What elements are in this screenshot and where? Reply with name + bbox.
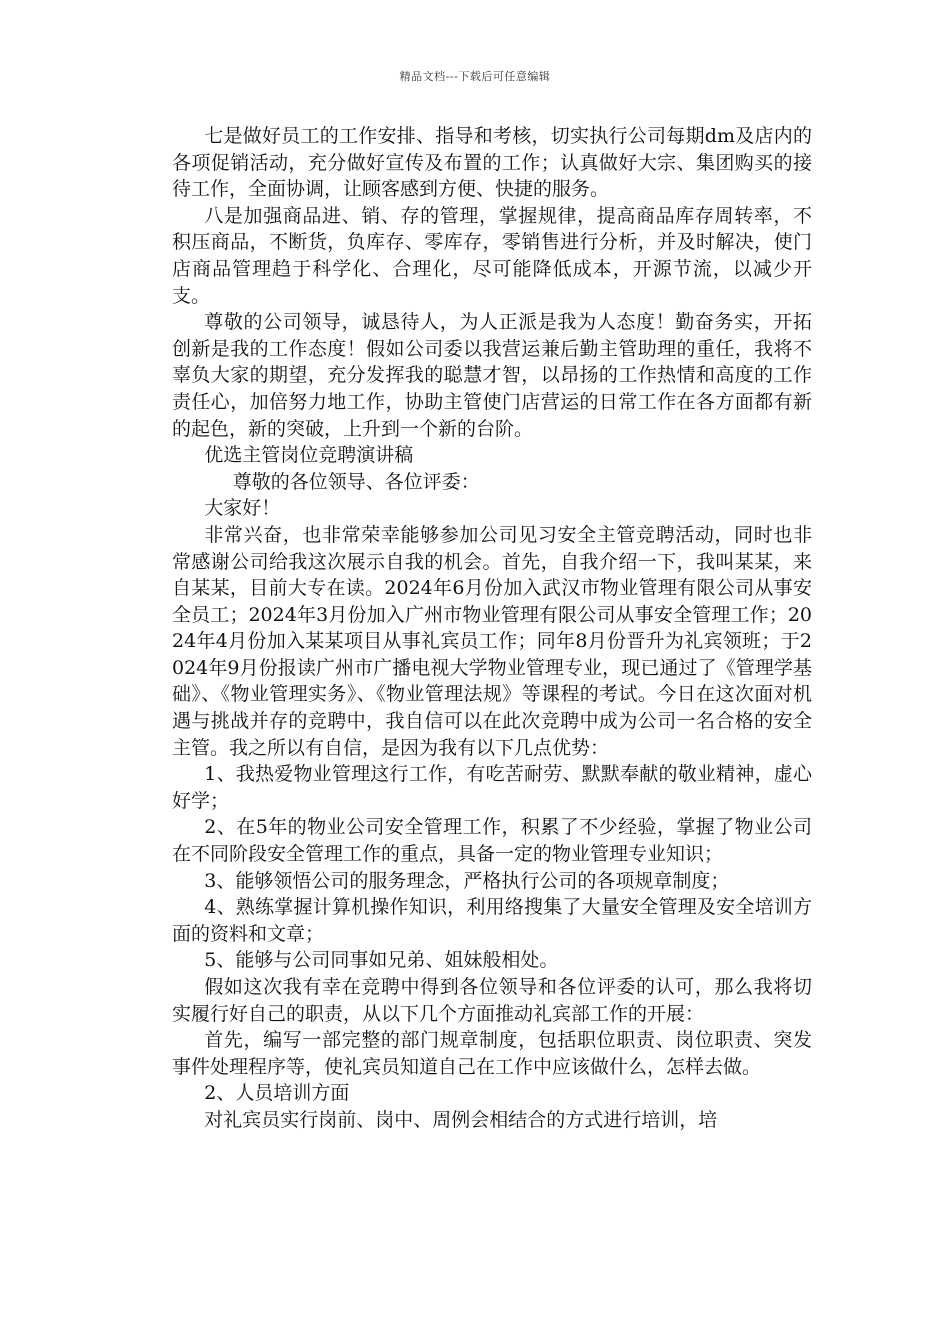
paragraph-inventory: 八是加强商品进、销、存的管理，掌握规律，提高商品库存周转率，不积压商品，不断货，负库存、零库存，零销售进行分析，并及时解决，使门店商品管理趋于科学化、合理化，尽可能降低成本，开源节流，以减少开支。 (172, 204, 812, 307)
speech-title: 优选主管岗位竞聘演讲稿 (204, 444, 414, 467)
salutation: 尊敬的各位领导、各位评委： (232, 470, 480, 493)
paragraph-plan-intro: 假如这次我有幸在竞聘中得到各位领导和各位评委的认可，那么我将切实履行好自己的职责，从以下几个方面推动礼宾部工作的开展： (172, 976, 812, 1025)
list-item-advantage-2: 2、在5年的物业公司安全管理工作，积累了不少经验，掌握了物业公司在不同阶段安全管理工作的重点，具备一定的物业管理专业知识； (172, 816, 812, 866)
document-body (172, 123, 812, 1134)
page-header: 精品文档---下载后可任意编辑 (399, 70, 551, 83)
paragraph-rules: 首先，编写一部完整的部门规章制度，包括职位职责、岗位职责、突发事件处理程序等，使礼宾员知道自己在工作中应该做什么，怎样去做。 (172, 1029, 812, 1078)
list-item-advantage-1: 1、我热爱物业管理这行工作，有吃苦耐劳、默默奉献的敬业精神，虚心好学； (172, 763, 812, 812)
paragraph-closing: 尊敬的公司领导，诚恳待人，为人正派是我为人态度！勤奋务实，开拓创新是我的工作态度！假如公司委以我营运兼后勤主管助理的重任，我将不辜负大家的期望，充分发挥我的聪慧才智，以昂扬的工作热情和高度的工作责任心，加倍努力地工作，协助主管使门店营运的日常工作在各方面都有新的起色，新的突破，上升到一个新的台阶。 (172, 311, 812, 440)
paragraph-training: 对礼宾员实行岗前、岗中、周例会相结合的方式进行培训，培 (204, 1108, 718, 1131)
greeting: 大家好！ (204, 497, 281, 520)
list-item-advantage-4: 4、熟练掌握计算机操作知识，利用络搜集了大量安全管理及安全培训方面的资料和文章； (172, 896, 812, 945)
list-item-advantage-3: 3、能够领悟公司的服务理念，严格执行公司的各项规章制度； (204, 869, 730, 892)
paragraph-introduction: 非常兴奋，也非常荣幸能够参加公司见习安全主管竞聘活动，同时也非常感谢公司给我这次展示自我的机会。首先，自我介绍一下，我叫某某，来自某某，目前大专在读。2024年6月份加入武汉市物业管理有限公司从事安全员工；2024年3月份加入广州市物业管理有限公司从事安全管理工作；2024年4月份加入某某项目从事礼宾员工作；同年8月份晋升为礼宾领班；于2024年9月份报读广州市广播电视大学物业管理专业，现已通过了《管理学基础》、《物业管理实务》、《物业管理法规》等课程的考试。今日在这次面对机遇与挑战并存的竞聘中，我自信可以在此次竞聘中成为公司一名合格的安全主管。我之所以有自信，是因为我有以下几点优势： (172, 523, 812, 759)
section-heading-training: 2、人员培训方面 (204, 1082, 350, 1105)
list-item-advantage-5: 5、能够与公司同事如兄弟、姐妹般相处。 (204, 949, 559, 972)
paragraph-work-arrangement: 七是做好员工的工作安排、指导和考核，切实执行公司每期dm及店内的各项促销活动，充分做好宣传及布置的工作；认真做好大宗、集团购买的接待工作，全面协调，让顾客感到方便、快捷的服务。 (172, 125, 812, 201)
